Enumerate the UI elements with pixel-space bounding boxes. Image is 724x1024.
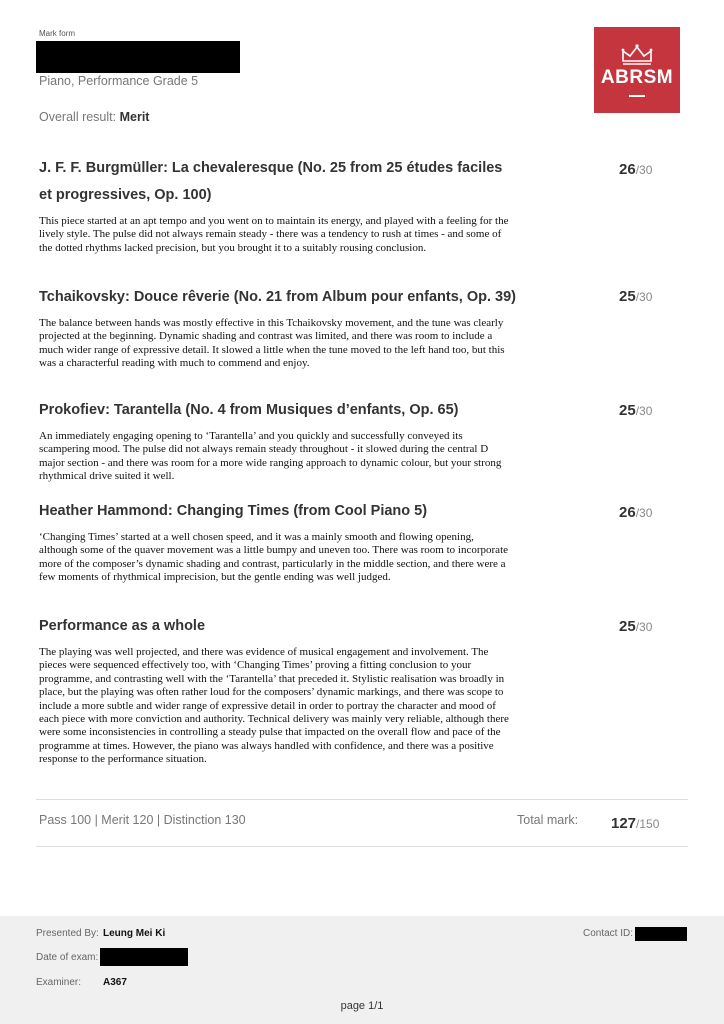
piece-out-of: /30 [635,404,653,418]
logo-dash [629,95,645,97]
piece-mark [619,402,652,420]
divider-bottom [36,846,688,847]
piece-section-3 [39,397,679,484]
mark-form-label: Mark form [39,29,75,38]
piece-title: J. F. F. Burgmüller: La chevaleresque (No. 25 from 25 études faciles et progressives, Op. 100) [39,160,503,203]
piece-title: Heather Hammond: Changing Times (from Cool Piano 5) [39,503,428,519]
piece-comment: The playing was well projected, and there was evidence of musical engagement and involvement. The pieces were sequenced effectively too, with ‘Changing Times’ proving a fitting conclusion to your programme, and contrasting well with the ‘Tarantella’ that preceded it. Stylistic realisation was broadly in place, but the playing was often rather loud for the composers’ dynamic markings, and there was scope to include a more subtle and wider range of expressive detail in order to portray the character and mood of each piece with more conviction and authority. Technical delivery was mainly very reliable, although there were some inconsistencies in controlling a steady pulse that impacted on the overall flow and pace of the programme at times. However, the piano was always handled with confidence, and there was a positive response to the performance situation. [39,646,509,766]
piece-mark [619,288,652,306]
piece-mark [619,618,652,636]
contact-id-label: Contact ID: [583,928,634,939]
piece-title: Prokofiev: Tarantella (No. 4 from Musiques d’enfants, Op. 65) [39,402,459,418]
total-label: Total mark: [517,813,579,827]
piece-section-1 [39,155,679,255]
total-mark [611,815,659,833]
piece-title: Performance as a whole [39,618,206,634]
presented-by-label: Presented By: [36,928,99,939]
piece-out-of: /30 [635,506,653,520]
overall-result-value: Merit [119,110,150,124]
redacted-name [36,41,240,73]
presented-by-value: Leung Mei Ki [103,928,166,939]
examiner-label: Examiner: [36,977,82,988]
footer [0,916,724,1024]
piece-comment: ‘Changing Times’ started at a well chosen speed, and it was a mainly smooth and flowing opening, although some of the quaver movement was a little bumpy and uneven too. There was room to incorporate more of the composer’s dynamic shading and contrast, particularly in the middle section, and there were a few moments of rhythmical imprecision, but the gentle ending was well judged. [39,531,509,584]
logo-text: ABRSM [600,67,674,88]
grade-thresholds: Pass 100 | Merit 120 | Distinction 130 [39,813,246,827]
redacted-date [100,948,188,966]
divider-top [36,799,688,800]
piece-score: 25 [619,618,636,635]
piece-score: 26 [619,504,636,521]
piece-mark [619,161,652,179]
exam-subtitle: Piano, Performance Grade 5 [39,74,199,88]
piece-out-of: /30 [635,620,653,634]
total-out-of: /150 [636,817,660,831]
redacted-contact-id [635,927,687,941]
piece-out-of: /30 [635,163,653,177]
piece-comment: This piece started at an apt tempo and you went on to maintain its energy, and played with a feeling for the lively style. The pulse did not always remain steady - there was a tendency to rush at times - and some of the dotted rhythms lacked precision, but you brought it to a suitably rousing conclusion. [39,215,509,254]
piece-score: 25 [619,288,636,305]
total-score: 127 [611,815,637,832]
crown-icon [620,43,654,65]
abrsm-logo [594,27,680,113]
piece-comment: An immediately engaging opening to ‘Tarantella’ and you quickly and successfully conveyed its scampering mood. The pulse did not always remain steady throughout - it slowed during the central D major section - and there was room for a more wide ranging approach to dynamic colour, but your strong rhythmical drive suited it well. [39,430,502,483]
examiner-value: A367 [103,977,127,988]
page-number: page 1/1 [340,1000,384,1012]
piece-section-4 [39,498,679,585]
piece-score: 26 [619,161,636,178]
piece-section-2 [39,284,679,371]
piece-out-of: /30 [635,290,653,304]
piece-title: Tchaikovsky: Douce rêverie (No. 21 from Album pour enfants, Op. 39) [39,289,517,305]
piece-score: 25 [619,402,636,419]
piece-mark [619,504,652,522]
piece-section-overall [39,613,679,767]
overall-result [39,110,149,124]
date-of-exam-label: Date of exam: [36,952,99,963]
overall-result-label: Overall result: [39,110,117,124]
piece-comment: The balance between hands was mostly effective in this Tchaikovsky movement, and the tune was clearly projected at the beginning. Dynamic shading and contrast was limited, and there was room to include a much wider range of expressive detail. It slowed a little when the tune moved to the left hand too, but this was a characterful reading with much to commend and enjoy. [39,317,505,370]
